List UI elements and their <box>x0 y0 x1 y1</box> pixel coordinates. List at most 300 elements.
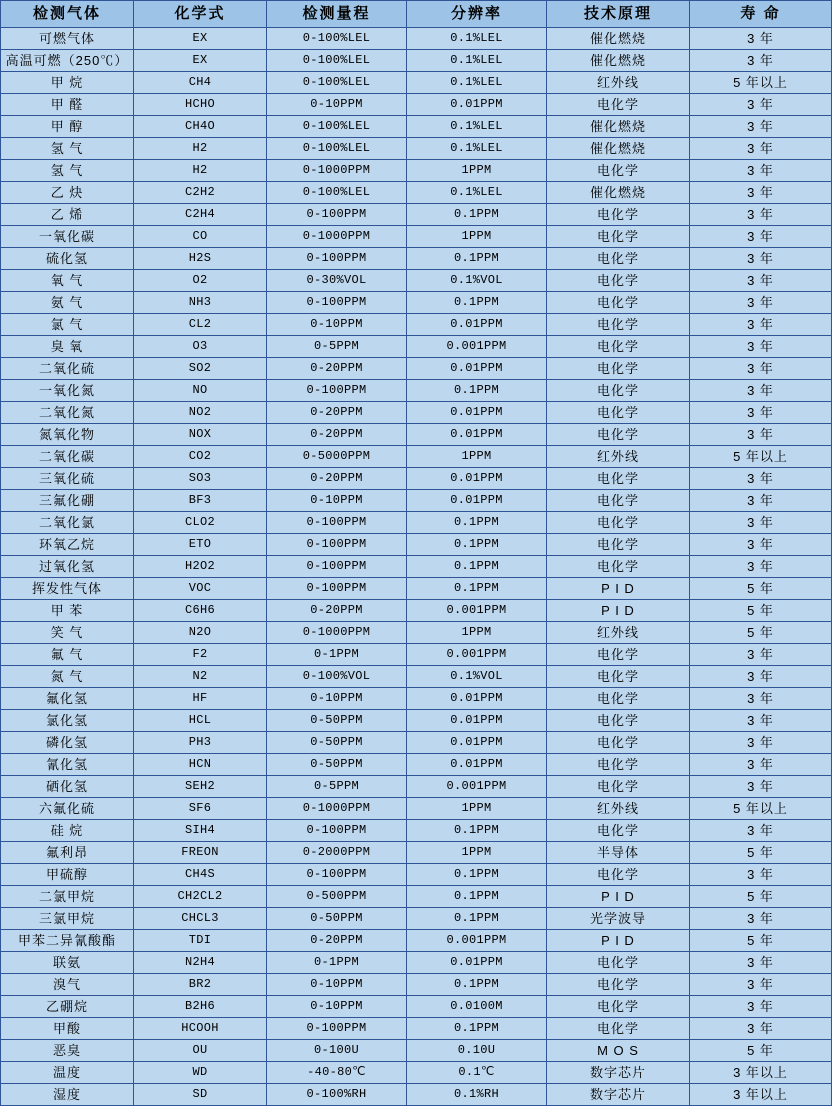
cell-detection-range: 0-100PPM <box>267 248 407 270</box>
cell-gas-name: 甲 醛 <box>1 94 134 116</box>
table-row <box>1 28 832 50</box>
cell-gas-name: 氟利昂 <box>1 842 134 864</box>
cell-chemical-formula: ETO <box>134 534 267 556</box>
cell-chemical-formula: WD <box>134 1062 267 1084</box>
cell-chemical-formula: SF6 <box>134 798 267 820</box>
cell-technology-principle: 电化学 <box>547 292 690 314</box>
cell-technology-principle: 电化学 <box>547 754 690 776</box>
cell-technology-principle: 半导体 <box>547 842 690 864</box>
cell-detection-range: 0-1000PPM <box>267 622 407 644</box>
table-row <box>1 204 832 226</box>
column-header-gas: 检测气体 <box>1 1 134 28</box>
cell-lifetime: 3 年 <box>690 292 832 314</box>
cell-gas-name: 溴气 <box>1 974 134 996</box>
cell-technology-principle: 电化学 <box>547 952 690 974</box>
cell-gas-name: 氮 气 <box>1 666 134 688</box>
cell-technology-principle: 电化学 <box>547 248 690 270</box>
column-header-principle: 技术原理 <box>547 1 690 28</box>
table-row <box>1 842 832 864</box>
cell-detection-range: 0-100PPM <box>267 864 407 886</box>
cell-lifetime: 5 年 <box>690 930 832 952</box>
cell-technology-principle: 电化学 <box>547 732 690 754</box>
cell-resolution: 0.001PPM <box>407 600 547 622</box>
column-header-lifetime: 寿 命 <box>690 1 832 28</box>
cell-chemical-formula: BF3 <box>134 490 267 512</box>
cell-technology-principle: M O S <box>547 1040 690 1062</box>
cell-gas-name: 甲 苯 <box>1 600 134 622</box>
cell-detection-range: 0-100PPM <box>267 556 407 578</box>
cell-chemical-formula: H2 <box>134 160 267 182</box>
cell-lifetime: 3 年 <box>690 424 832 446</box>
cell-lifetime: 3 年 <box>690 776 832 798</box>
cell-chemical-formula: HCN <box>134 754 267 776</box>
cell-technology-principle: 红外线 <box>547 622 690 644</box>
cell-lifetime: 5 年以上 <box>690 446 832 468</box>
table-row <box>1 974 832 996</box>
table-row <box>1 776 832 798</box>
cell-detection-range: 0-5PPM <box>267 776 407 798</box>
cell-gas-name: 可燃气体 <box>1 28 134 50</box>
cell-chemical-formula: HCHO <box>134 94 267 116</box>
table-row <box>1 1018 832 1040</box>
cell-gas-name: 湿度 <box>1 1084 134 1106</box>
table-row <box>1 710 832 732</box>
cell-resolution: 0.1PPM <box>407 248 547 270</box>
cell-resolution: 0.01PPM <box>407 358 547 380</box>
cell-gas-name: 甲 烷 <box>1 72 134 94</box>
cell-gas-name: 氢 气 <box>1 138 134 160</box>
table-row <box>1 996 832 1018</box>
cell-lifetime: 3 年 <box>690 490 832 512</box>
cell-gas-name: 氧 气 <box>1 270 134 292</box>
cell-technology-principle: 电化学 <box>547 644 690 666</box>
cell-technology-principle: 电化学 <box>547 380 690 402</box>
cell-gas-name: 乙 炔 <box>1 182 134 204</box>
column-header-range: 检测量程 <box>267 1 407 28</box>
cell-resolution: 0.1%LEL <box>407 72 547 94</box>
cell-detection-range: 0-20PPM <box>267 402 407 424</box>
cell-detection-range: 0-20PPM <box>267 600 407 622</box>
table-row <box>1 116 832 138</box>
table-row <box>1 886 832 908</box>
cell-technology-principle: 电化学 <box>547 556 690 578</box>
cell-chemical-formula: H2S <box>134 248 267 270</box>
table-row <box>1 820 832 842</box>
cell-detection-range: 0-2000PPM <box>267 842 407 864</box>
cell-technology-principle: 数字芯片 <box>547 1062 690 1084</box>
cell-detection-range: 0-10PPM <box>267 314 407 336</box>
cell-technology-principle: 电化学 <box>547 314 690 336</box>
cell-technology-principle: 电化学 <box>547 468 690 490</box>
cell-lifetime: 3 年 <box>690 644 832 666</box>
cell-lifetime: 3 年 <box>690 138 832 160</box>
cell-lifetime: 3 年 <box>690 270 832 292</box>
table-row <box>1 600 832 622</box>
cell-resolution: 0.1PPM <box>407 512 547 534</box>
cell-chemical-formula: CO <box>134 226 267 248</box>
cell-resolution: 0.1PPM <box>407 292 547 314</box>
cell-detection-range: 0-100PPM <box>267 534 407 556</box>
cell-technology-principle: 电化学 <box>547 666 690 688</box>
cell-detection-range: 0-100%LEL <box>267 72 407 94</box>
cell-lifetime: 5 年 <box>690 578 832 600</box>
cell-technology-principle: 电化学 <box>547 688 690 710</box>
cell-detection-range: 0-100%LEL <box>267 50 407 72</box>
table-row <box>1 798 832 820</box>
cell-chemical-formula: SO3 <box>134 468 267 490</box>
cell-lifetime: 3 年 <box>690 94 832 116</box>
cell-chemical-formula: B2H6 <box>134 996 267 1018</box>
cell-lifetime: 3 年 <box>690 380 832 402</box>
table-row <box>1 556 832 578</box>
cell-detection-range: 0-100%LEL <box>267 138 407 160</box>
cell-resolution: 0.1PPM <box>407 556 547 578</box>
cell-gas-name: 三氯甲烷 <box>1 908 134 930</box>
header-row <box>1 1 832 28</box>
cell-detection-range: 0-100PPM <box>267 820 407 842</box>
cell-resolution: 0.1%LEL <box>407 50 547 72</box>
cell-resolution: 0.01PPM <box>407 94 547 116</box>
cell-technology-principle: 电化学 <box>547 996 690 1018</box>
cell-gas-name: 过氧化氢 <box>1 556 134 578</box>
cell-lifetime: 5 年 <box>690 842 832 864</box>
cell-resolution: 0.001PPM <box>407 336 547 358</box>
table-row <box>1 732 832 754</box>
cell-gas-name: 二氧化硫 <box>1 358 134 380</box>
cell-lifetime: 3 年 <box>690 666 832 688</box>
cell-gas-name: 三氧化硫 <box>1 468 134 490</box>
cell-technology-principle: 催化燃烧 <box>547 138 690 160</box>
cell-detection-range: 0-1000PPM <box>267 226 407 248</box>
cell-resolution: 0.1PPM <box>407 820 547 842</box>
table-row <box>1 622 832 644</box>
cell-technology-principle: 电化学 <box>547 94 690 116</box>
cell-detection-range: 0-500PPM <box>267 886 407 908</box>
cell-chemical-formula: EX <box>134 50 267 72</box>
cell-detection-range: 0-1000PPM <box>267 798 407 820</box>
cell-detection-range: 0-50PPM <box>267 908 407 930</box>
cell-gas-name: 氮氧化物 <box>1 424 134 446</box>
cell-gas-name: 一氧化碳 <box>1 226 134 248</box>
cell-chemical-formula: NO <box>134 380 267 402</box>
cell-resolution: 0.01PPM <box>407 314 547 336</box>
cell-chemical-formula: C2H4 <box>134 204 267 226</box>
cell-resolution: 0.10U <box>407 1040 547 1062</box>
cell-lifetime: 3 年 <box>690 204 832 226</box>
cell-chemical-formula: SEH2 <box>134 776 267 798</box>
cell-technology-principle: 催化燃烧 <box>547 50 690 72</box>
cell-technology-principle: 电化学 <box>547 490 690 512</box>
cell-detection-range: -40-80℃ <box>267 1062 407 1084</box>
cell-resolution: 0.1%VOL <box>407 270 547 292</box>
table-row <box>1 930 832 952</box>
cell-gas-name: 二氧化氮 <box>1 402 134 424</box>
cell-technology-principle: 电化学 <box>547 358 690 380</box>
cell-technology-principle: 电化学 <box>547 710 690 732</box>
cell-gas-name: 氯 气 <box>1 314 134 336</box>
column-header-formula: 化学式 <box>134 1 267 28</box>
cell-lifetime: 3 年 <box>690 336 832 358</box>
table-row <box>1 160 832 182</box>
cell-gas-name: 联氨 <box>1 952 134 974</box>
table-row <box>1 380 832 402</box>
cell-gas-name: 甲硫醇 <box>1 864 134 886</box>
cell-chemical-formula: O3 <box>134 336 267 358</box>
cell-chemical-formula: SIH4 <box>134 820 267 842</box>
cell-lifetime: 3 年 <box>690 732 832 754</box>
cell-detection-range: 0-10PPM <box>267 974 407 996</box>
cell-resolution: 0.1PPM <box>407 578 547 600</box>
cell-resolution: 1PPM <box>407 622 547 644</box>
cell-lifetime: 3 年 <box>690 226 832 248</box>
cell-chemical-formula: CL2 <box>134 314 267 336</box>
table-row <box>1 908 832 930</box>
table-row <box>1 644 832 666</box>
cell-technology-principle: 电化学 <box>547 534 690 556</box>
table-row <box>1 424 832 446</box>
cell-resolution: 0.1PPM <box>407 864 547 886</box>
cell-lifetime: 3 年 <box>690 1018 832 1040</box>
cell-resolution: 0.1PPM <box>407 1018 547 1040</box>
cell-gas-name: 二氧化碳 <box>1 446 134 468</box>
cell-lifetime: 3 年 <box>690 974 832 996</box>
table-row <box>1 138 832 160</box>
cell-detection-range: 0-100%LEL <box>267 116 407 138</box>
table-row <box>1 314 832 336</box>
cell-gas-name: 六氟化硫 <box>1 798 134 820</box>
cell-resolution: 0.01PPM <box>407 688 547 710</box>
cell-chemical-formula: BR2 <box>134 974 267 996</box>
cell-detection-range: 0-10PPM <box>267 688 407 710</box>
cell-lifetime: 3 年 <box>690 160 832 182</box>
cell-resolution: 1PPM <box>407 226 547 248</box>
table-row <box>1 468 832 490</box>
cell-gas-name: 一氧化氮 <box>1 380 134 402</box>
cell-lifetime: 5 年以上 <box>690 798 832 820</box>
cell-chemical-formula: NH3 <box>134 292 267 314</box>
table-row <box>1 446 832 468</box>
cell-chemical-formula: FREON <box>134 842 267 864</box>
cell-gas-name: 臭 氧 <box>1 336 134 358</box>
column-header-resolution: 分辨率 <box>407 1 547 28</box>
cell-resolution: 0.1%LEL <box>407 182 547 204</box>
cell-technology-principle: 电化学 <box>547 270 690 292</box>
cell-chemical-formula: CH4 <box>134 72 267 94</box>
cell-detection-range: 0-20PPM <box>267 930 407 952</box>
cell-resolution: 1PPM <box>407 798 547 820</box>
cell-lifetime: 3 年 <box>690 996 832 1018</box>
cell-detection-range: 0-100PPM <box>267 578 407 600</box>
cell-detection-range: 0-1PPM <box>267 952 407 974</box>
table-row <box>1 952 832 974</box>
table-row <box>1 534 832 556</box>
cell-detection-range: 0-100%VOL <box>267 666 407 688</box>
cell-resolution: 0.1PPM <box>407 908 547 930</box>
cell-chemical-formula: HCOOH <box>134 1018 267 1040</box>
cell-detection-range: 0-50PPM <box>267 710 407 732</box>
cell-chemical-formula: OU <box>134 1040 267 1062</box>
cell-technology-principle: 红外线 <box>547 798 690 820</box>
cell-technology-principle: 电化学 <box>547 512 690 534</box>
cell-lifetime: 3 年 <box>690 512 832 534</box>
cell-detection-range: 0-100PPM <box>267 380 407 402</box>
cell-chemical-formula: C2H2 <box>134 182 267 204</box>
table-row <box>1 270 832 292</box>
cell-chemical-formula: HCL <box>134 710 267 732</box>
cell-detection-range: 0-100PPM <box>267 512 407 534</box>
cell-chemical-formula: TDI <box>134 930 267 952</box>
cell-resolution: 0.01PPM <box>407 754 547 776</box>
table-row <box>1 578 832 600</box>
cell-technology-principle: 电化学 <box>547 402 690 424</box>
cell-gas-name: 二氯甲烷 <box>1 886 134 908</box>
cell-gas-name: 硫化氢 <box>1 248 134 270</box>
cell-chemical-formula: H2 <box>134 138 267 160</box>
cell-resolution: 0.01PPM <box>407 710 547 732</box>
cell-lifetime: 3 年 <box>690 358 832 380</box>
cell-chemical-formula: VOC <box>134 578 267 600</box>
cell-detection-range: 0-20PPM <box>267 358 407 380</box>
cell-detection-range: 0-100PPM <box>267 292 407 314</box>
table-row <box>1 1040 832 1062</box>
cell-lifetime: 3 年 <box>690 534 832 556</box>
cell-gas-name: 甲酸 <box>1 1018 134 1040</box>
cell-lifetime: 3 年 <box>690 248 832 270</box>
cell-lifetime: 3 年 <box>690 402 832 424</box>
cell-resolution: 0.001PPM <box>407 776 547 798</box>
cell-chemical-formula: CH4O <box>134 116 267 138</box>
cell-detection-range: 0-30%VOL <box>267 270 407 292</box>
cell-technology-principle: 电化学 <box>547 974 690 996</box>
cell-detection-range: 0-100%LEL <box>267 28 407 50</box>
cell-gas-name: 三氟化硼 <box>1 490 134 512</box>
cell-resolution: 0.1%LEL <box>407 138 547 160</box>
cell-lifetime: 5 年 <box>690 886 832 908</box>
cell-chemical-formula: NOX <box>134 424 267 446</box>
table-row <box>1 666 832 688</box>
cell-gas-name: 氨 气 <box>1 292 134 314</box>
cell-resolution: 0.1%VOL <box>407 666 547 688</box>
cell-chemical-formula: CO2 <box>134 446 267 468</box>
cell-resolution: 0.1PPM <box>407 380 547 402</box>
cell-detection-range: 0-100PPM <box>267 1018 407 1040</box>
cell-resolution: 0.001PPM <box>407 644 547 666</box>
cell-lifetime: 3 年 <box>690 908 832 930</box>
cell-detection-range: 0-1000PPM <box>267 160 407 182</box>
cell-gas-name: 甲苯二异氰酸酯 <box>1 930 134 952</box>
cell-detection-range: 0-50PPM <box>267 754 407 776</box>
table-row <box>1 292 832 314</box>
cell-resolution: 0.01PPM <box>407 490 547 512</box>
cell-chemical-formula: EX <box>134 28 267 50</box>
table-row <box>1 864 832 886</box>
cell-lifetime: 3 年 <box>690 50 832 72</box>
cell-resolution: 0.1PPM <box>407 204 547 226</box>
cell-chemical-formula: PH3 <box>134 732 267 754</box>
cell-resolution: 1PPM <box>407 160 547 182</box>
cell-detection-range: 0-50PPM <box>267 732 407 754</box>
cell-chemical-formula: H2O2 <box>134 556 267 578</box>
cell-resolution: 0.001PPM <box>407 930 547 952</box>
cell-resolution: 0.1℃ <box>407 1062 547 1084</box>
cell-resolution: 1PPM <box>407 842 547 864</box>
cell-resolution: 0.1PPM <box>407 974 547 996</box>
table-row <box>1 226 832 248</box>
cell-chemical-formula: O2 <box>134 270 267 292</box>
cell-gas-name: 氰化氢 <box>1 754 134 776</box>
cell-technology-principle: P I D <box>547 886 690 908</box>
cell-lifetime: 5 年以上 <box>690 72 832 94</box>
cell-gas-name: 温度 <box>1 1062 134 1084</box>
cell-technology-principle: 电化学 <box>547 160 690 182</box>
cell-technology-principle: 红外线 <box>547 446 690 468</box>
table-row <box>1 50 832 72</box>
cell-technology-principle: 电化学 <box>547 820 690 842</box>
cell-chemical-formula: SD <box>134 1084 267 1106</box>
cell-chemical-formula: N2H4 <box>134 952 267 974</box>
cell-gas-name: 环氧乙烷 <box>1 534 134 556</box>
cell-lifetime: 3 年 <box>690 28 832 50</box>
cell-technology-principle: 催化燃烧 <box>547 28 690 50</box>
cell-detection-range: 0-5000PPM <box>267 446 407 468</box>
cell-detection-range: 0-100%RH <box>267 1084 407 1106</box>
cell-resolution: 0.1%LEL <box>407 116 547 138</box>
cell-gas-name: 磷化氢 <box>1 732 134 754</box>
cell-technology-principle: P I D <box>547 578 690 600</box>
cell-gas-name: 恶臭 <box>1 1040 134 1062</box>
cell-technology-principle: 电化学 <box>547 1018 690 1040</box>
cell-technology-principle: 电化学 <box>547 864 690 886</box>
cell-resolution: 0.1PPM <box>407 534 547 556</box>
table-header <box>1 1 832 28</box>
cell-gas-name: 氟化氢 <box>1 688 134 710</box>
cell-gas-name: 氯化氢 <box>1 710 134 732</box>
cell-gas-name: 乙硼烷 <box>1 996 134 1018</box>
cell-detection-range: 0-20PPM <box>267 468 407 490</box>
cell-gas-name: 二氧化氯 <box>1 512 134 534</box>
cell-resolution: 0.01PPM <box>407 732 547 754</box>
cell-gas-name: 高温可燃（250℃） <box>1 50 134 72</box>
cell-chemical-formula: C6H6 <box>134 600 267 622</box>
table-row <box>1 754 832 776</box>
cell-detection-range: 0-100PPM <box>267 204 407 226</box>
table-row <box>1 512 832 534</box>
table-row <box>1 248 832 270</box>
cell-lifetime: 3 年 <box>690 688 832 710</box>
cell-technology-principle: 光学波导 <box>547 908 690 930</box>
table-row <box>1 490 832 512</box>
cell-gas-name: 氟 气 <box>1 644 134 666</box>
cell-lifetime: 3 年 <box>690 754 832 776</box>
table-row <box>1 336 832 358</box>
cell-gas-name: 挥发性气体 <box>1 578 134 600</box>
cell-technology-principle: P I D <box>547 600 690 622</box>
cell-lifetime: 3 年 <box>690 182 832 204</box>
cell-lifetime: 5 年 <box>690 600 832 622</box>
cell-chemical-formula: CHCL3 <box>134 908 267 930</box>
table-body <box>1 28 832 1106</box>
table-row <box>1 94 832 116</box>
cell-gas-name: 氢 气 <box>1 160 134 182</box>
cell-gas-name: 乙 烯 <box>1 204 134 226</box>
cell-lifetime: 3 年 <box>690 952 832 974</box>
cell-detection-range: 0-10PPM <box>267 996 407 1018</box>
cell-resolution: 0.01PPM <box>407 402 547 424</box>
cell-chemical-formula: CH4S <box>134 864 267 886</box>
cell-technology-principle: 电化学 <box>547 204 690 226</box>
cell-gas-name: 硅 烷 <box>1 820 134 842</box>
cell-technology-principle: 催化燃烧 <box>547 182 690 204</box>
